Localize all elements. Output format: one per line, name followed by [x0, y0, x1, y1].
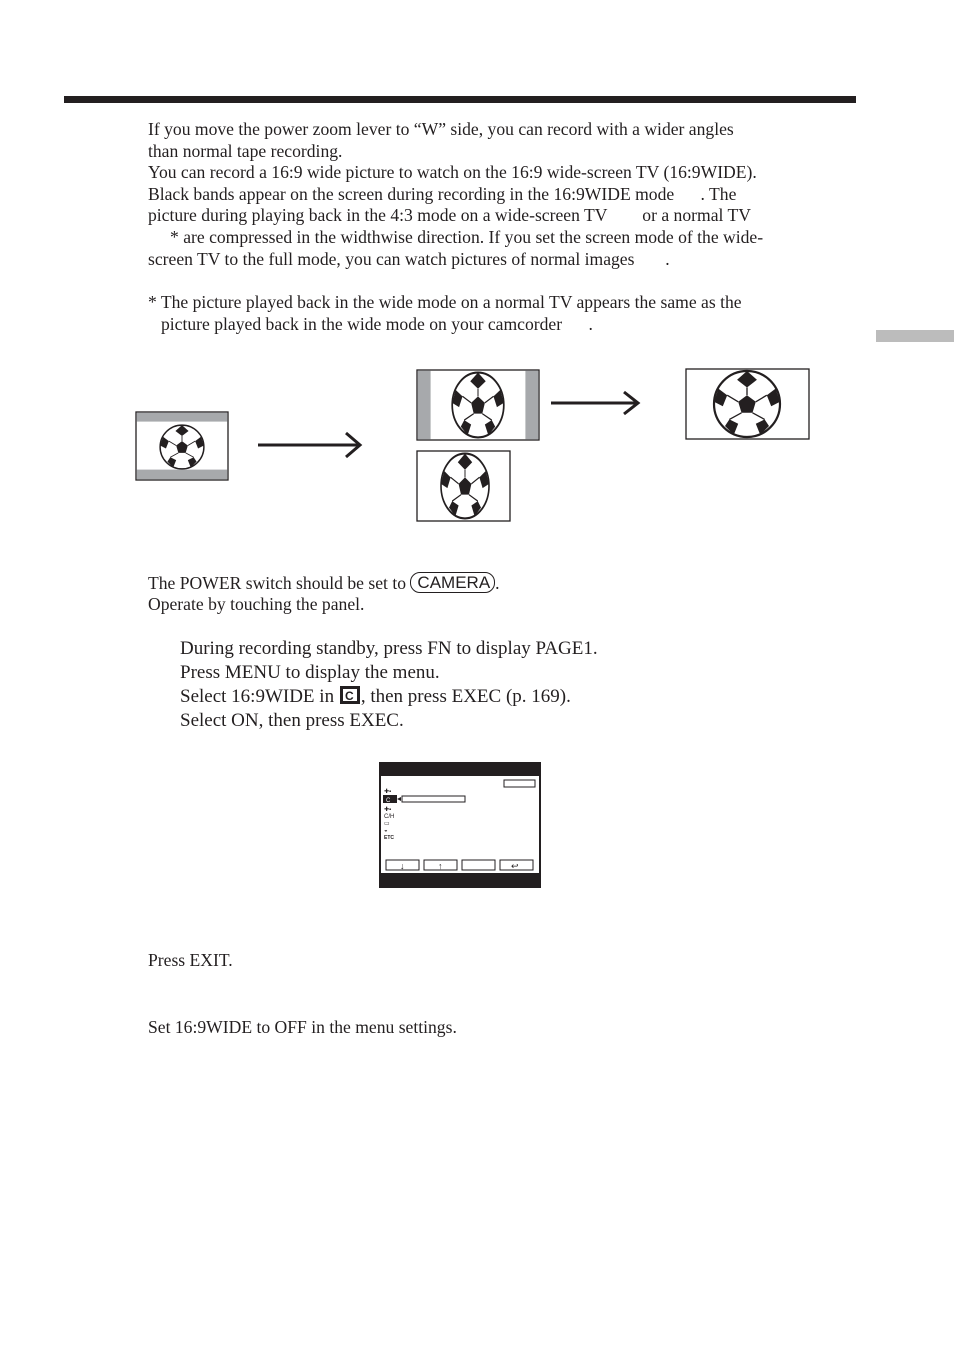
menu-side-icon: ✚▪ — [384, 789, 392, 795]
footnote — [148, 291, 848, 335]
step-4: Select ON, then press EXEC. — [180, 710, 404, 731]
intro-line: than normal tape recording. — [148, 140, 343, 161]
menu-status-box — [504, 780, 535, 787]
step-3-suffix: , then press EXEC (p. 169). — [360, 686, 571, 707]
step-3 — [180, 685, 571, 709]
down-arrow-icon: ↓ — [400, 861, 405, 871]
menu-side-icon: ▭ — [384, 821, 390, 827]
camera-menu-icon — [339, 685, 361, 705]
menu-side-icon: C — [386, 798, 391, 804]
operate-line: Operate by touching the panel. — [148, 593, 365, 614]
menu-side-icon: ✚▪ — [384, 807, 392, 813]
intro-line: picture during playing back in the 4:3 mode on a wide-screen TV or a normal TV — [148, 205, 751, 226]
return-icon: ↩ — [511, 861, 519, 871]
step-1: During recording standby, press FN to display PAGE1. — [180, 638, 598, 659]
svg-text:C: C — [344, 689, 354, 703]
aspect-diagram — [0, 360, 954, 530]
widescreen-tv-43-frame — [417, 370, 539, 440]
normal-tv-frame — [417, 451, 510, 521]
footnote-line-2: picture played back in the wide mode on your camcorder . — [161, 314, 593, 334]
power-line — [148, 572, 848, 594]
up-arrow-icon: ↑ — [438, 861, 443, 871]
soccer-ball-icon — [441, 454, 489, 519]
menu-screen — [379, 762, 541, 888]
intro-paragraph — [148, 119, 848, 270]
widescreen-tv-full-frame — [686, 369, 809, 439]
camera-mode-badge: CAMERA — [410, 572, 495, 593]
cancel-instruction: Set 16:9WIDE to OFF in the menu settings. — [148, 1017, 457, 1037]
side-section-tab — [876, 330, 954, 342]
intro-line: If you move the power zoom lever to “W” side, you can record with a wider angles — [148, 119, 734, 139]
footnote-line-1: * The picture played back in the wide mode on a normal TV appears the same as the — [148, 292, 742, 312]
header-rule — [64, 96, 856, 103]
step-3-prefix: Select 16:9WIDE in — [180, 686, 339, 707]
menu-side-icon: C/H — [384, 814, 395, 820]
menu-side-icon: ETC — [384, 835, 394, 841]
soccer-ball-icon — [452, 373, 504, 438]
soccer-ball-icon — [714, 371, 780, 437]
menu-exec-button[interactable] — [462, 860, 495, 870]
setup-block — [148, 572, 848, 615]
intro-line: screen TV to the full mode, you can watch pictures of normal images . — [148, 248, 670, 269]
menu-item-highlight — [402, 796, 465, 802]
soccer-ball-icon — [160, 425, 204, 469]
power-text: The POWER switch should be set to — [148, 573, 411, 593]
power-suffix: . — [495, 573, 500, 593]
menu-side-icon: ◒ — [384, 828, 388, 834]
exit-instruction: Press EXIT. — [148, 950, 233, 970]
step-2: Press MENU to display the menu. — [180, 662, 440, 683]
intro-line: * are compressed in the widthwise direction. If you set the screen mode of the wide- — [148, 226, 764, 247]
intro-line: Black bands appear on the screen during recording in the 16:9WIDE mode . The — [148, 183, 737, 204]
camcorder-lcd-frame — [136, 412, 228, 480]
intro-line: You can record a 16:9 wide picture to watch on the 16:9 wide-screen TV (16:9WIDE). — [148, 162, 757, 183]
